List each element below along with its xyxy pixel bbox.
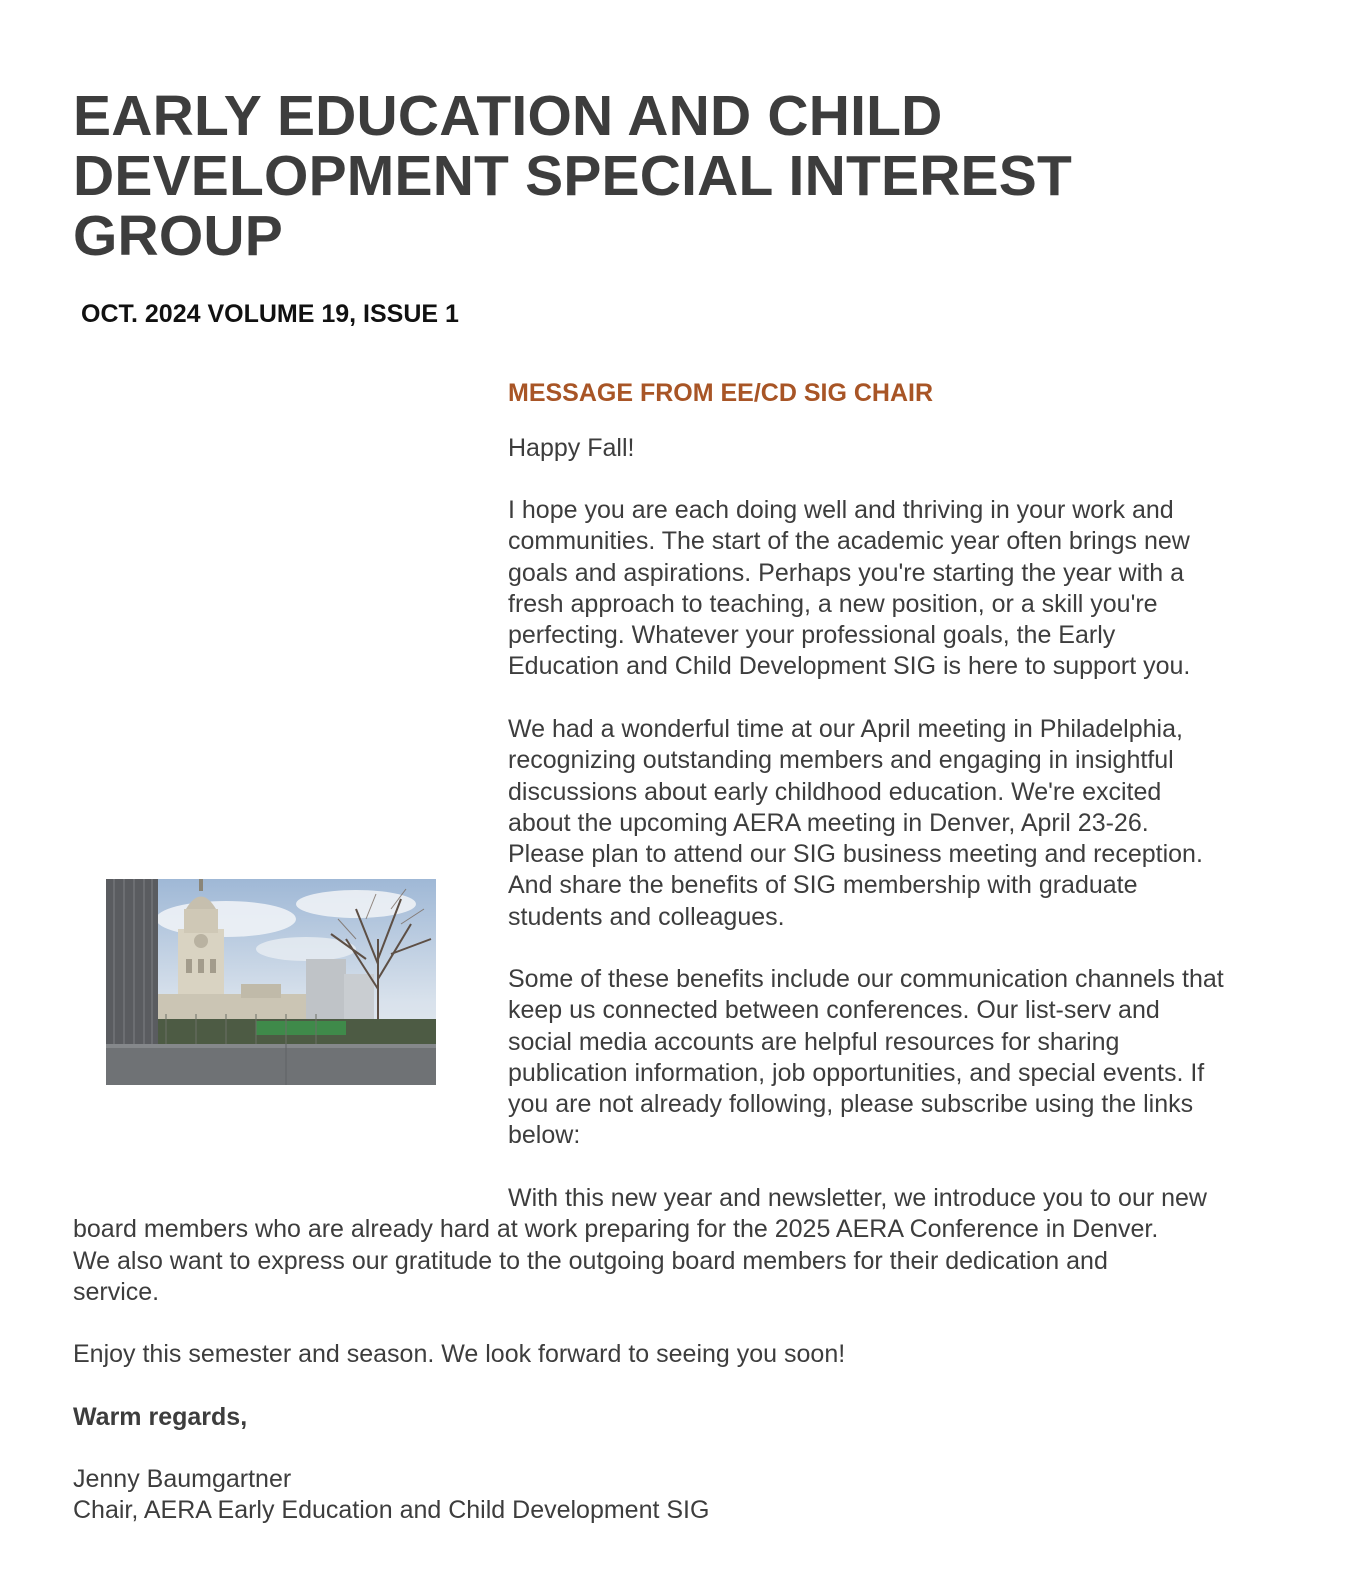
section-heading: MESSAGE FROM EE/CD SIG CHAIR <box>508 379 934 407</box>
text-line: We also want to express our gratitude to the outgoing board members for their dedication and <box>73 1246 1108 1275</box>
city-hall-photo <box>106 879 436 1085</box>
newsletter-title <box>73 86 1253 266</box>
paragraph-board <box>73 1183 1303 1308</box>
issue-info: OCT. 2024 VOLUME 19, ISSUE 1 <box>81 300 459 328</box>
text-line: keep us connected between conferences. Our list-serv and <box>508 996 1160 1025</box>
title-line: GROUP <box>73 204 284 268</box>
paragraph-benefits <box>508 964 1298 1152</box>
text-line: With this new year and newsletter, we introduce you to our new <box>508 1184 1207 1212</box>
text-line: fresh approach to teaching, a new position, or a skill you're <box>508 589 1158 618</box>
text-line: goals and aspirations. Perhaps you're starting the year with a <box>508 558 1184 587</box>
text-line: social media accounts are helpful resources for sharing <box>508 1027 1120 1056</box>
greeting-text: Happy Fall! <box>508 434 635 462</box>
text-line: communities. The start of the academic year often brings new <box>508 527 1190 556</box>
signer-title: Chair, AERA Early Education and Child Development SIG <box>73 1496 710 1525</box>
text-line: students and colleagues. <box>508 902 785 931</box>
title-line: DEVELOPMENT SPECIAL INTEREST <box>73 144 1073 208</box>
signature-block <box>73 1464 1303 1527</box>
text-line: publication information, job opportunities, and special events. If <box>508 1058 1205 1087</box>
text-line: board members who are already hard at work preparing for the 2025 AERA Conference in Denver. <box>73 1215 1159 1244</box>
text-line: And share the benefits of SIG membership with graduate <box>508 871 1138 900</box>
text-line: discussions about early childhood education. We're excited <box>508 777 1162 806</box>
title-line: EARLY EDUCATION AND CHILD <box>73 84 943 148</box>
text-line: about the upcoming AERA meeting in Denver, April 23-26. <box>508 808 1149 837</box>
text-line: Education and Child Development SIG is here to support you. <box>508 652 1191 681</box>
signoff-text: Warm regards, <box>73 1403 248 1431</box>
text-line: recognizing outstanding members and engaging in insightful <box>508 746 1174 775</box>
text-line: service. <box>73 1277 160 1306</box>
signer-name: Jenny Baumgartner <box>73 1465 292 1493</box>
text-line: We had a wonderful time at our April meeting in Philadelphia, <box>508 715 1183 743</box>
text-line: I hope you are each doing well and thriving in your work and <box>508 496 1174 524</box>
text-line: perfecting. Whatever your professional goals, the Early <box>508 621 1116 650</box>
closing-text: Enjoy this semester and season. We look forward to seeing you soon! <box>73 1340 846 1368</box>
paragraph-intro <box>508 495 1298 683</box>
text-line: Some of these benefits include our communication channels that <box>508 965 1224 993</box>
city-hall-photo-icon <box>106 879 436 1085</box>
paragraph-meeting <box>508 714 1298 933</box>
text-line: you are not already following, please subscribe using the links <box>508 1090 1194 1119</box>
text-line: below: <box>508 1121 581 1150</box>
text-line: Please plan to attend our SIG business meeting and reception. <box>508 840 1203 869</box>
